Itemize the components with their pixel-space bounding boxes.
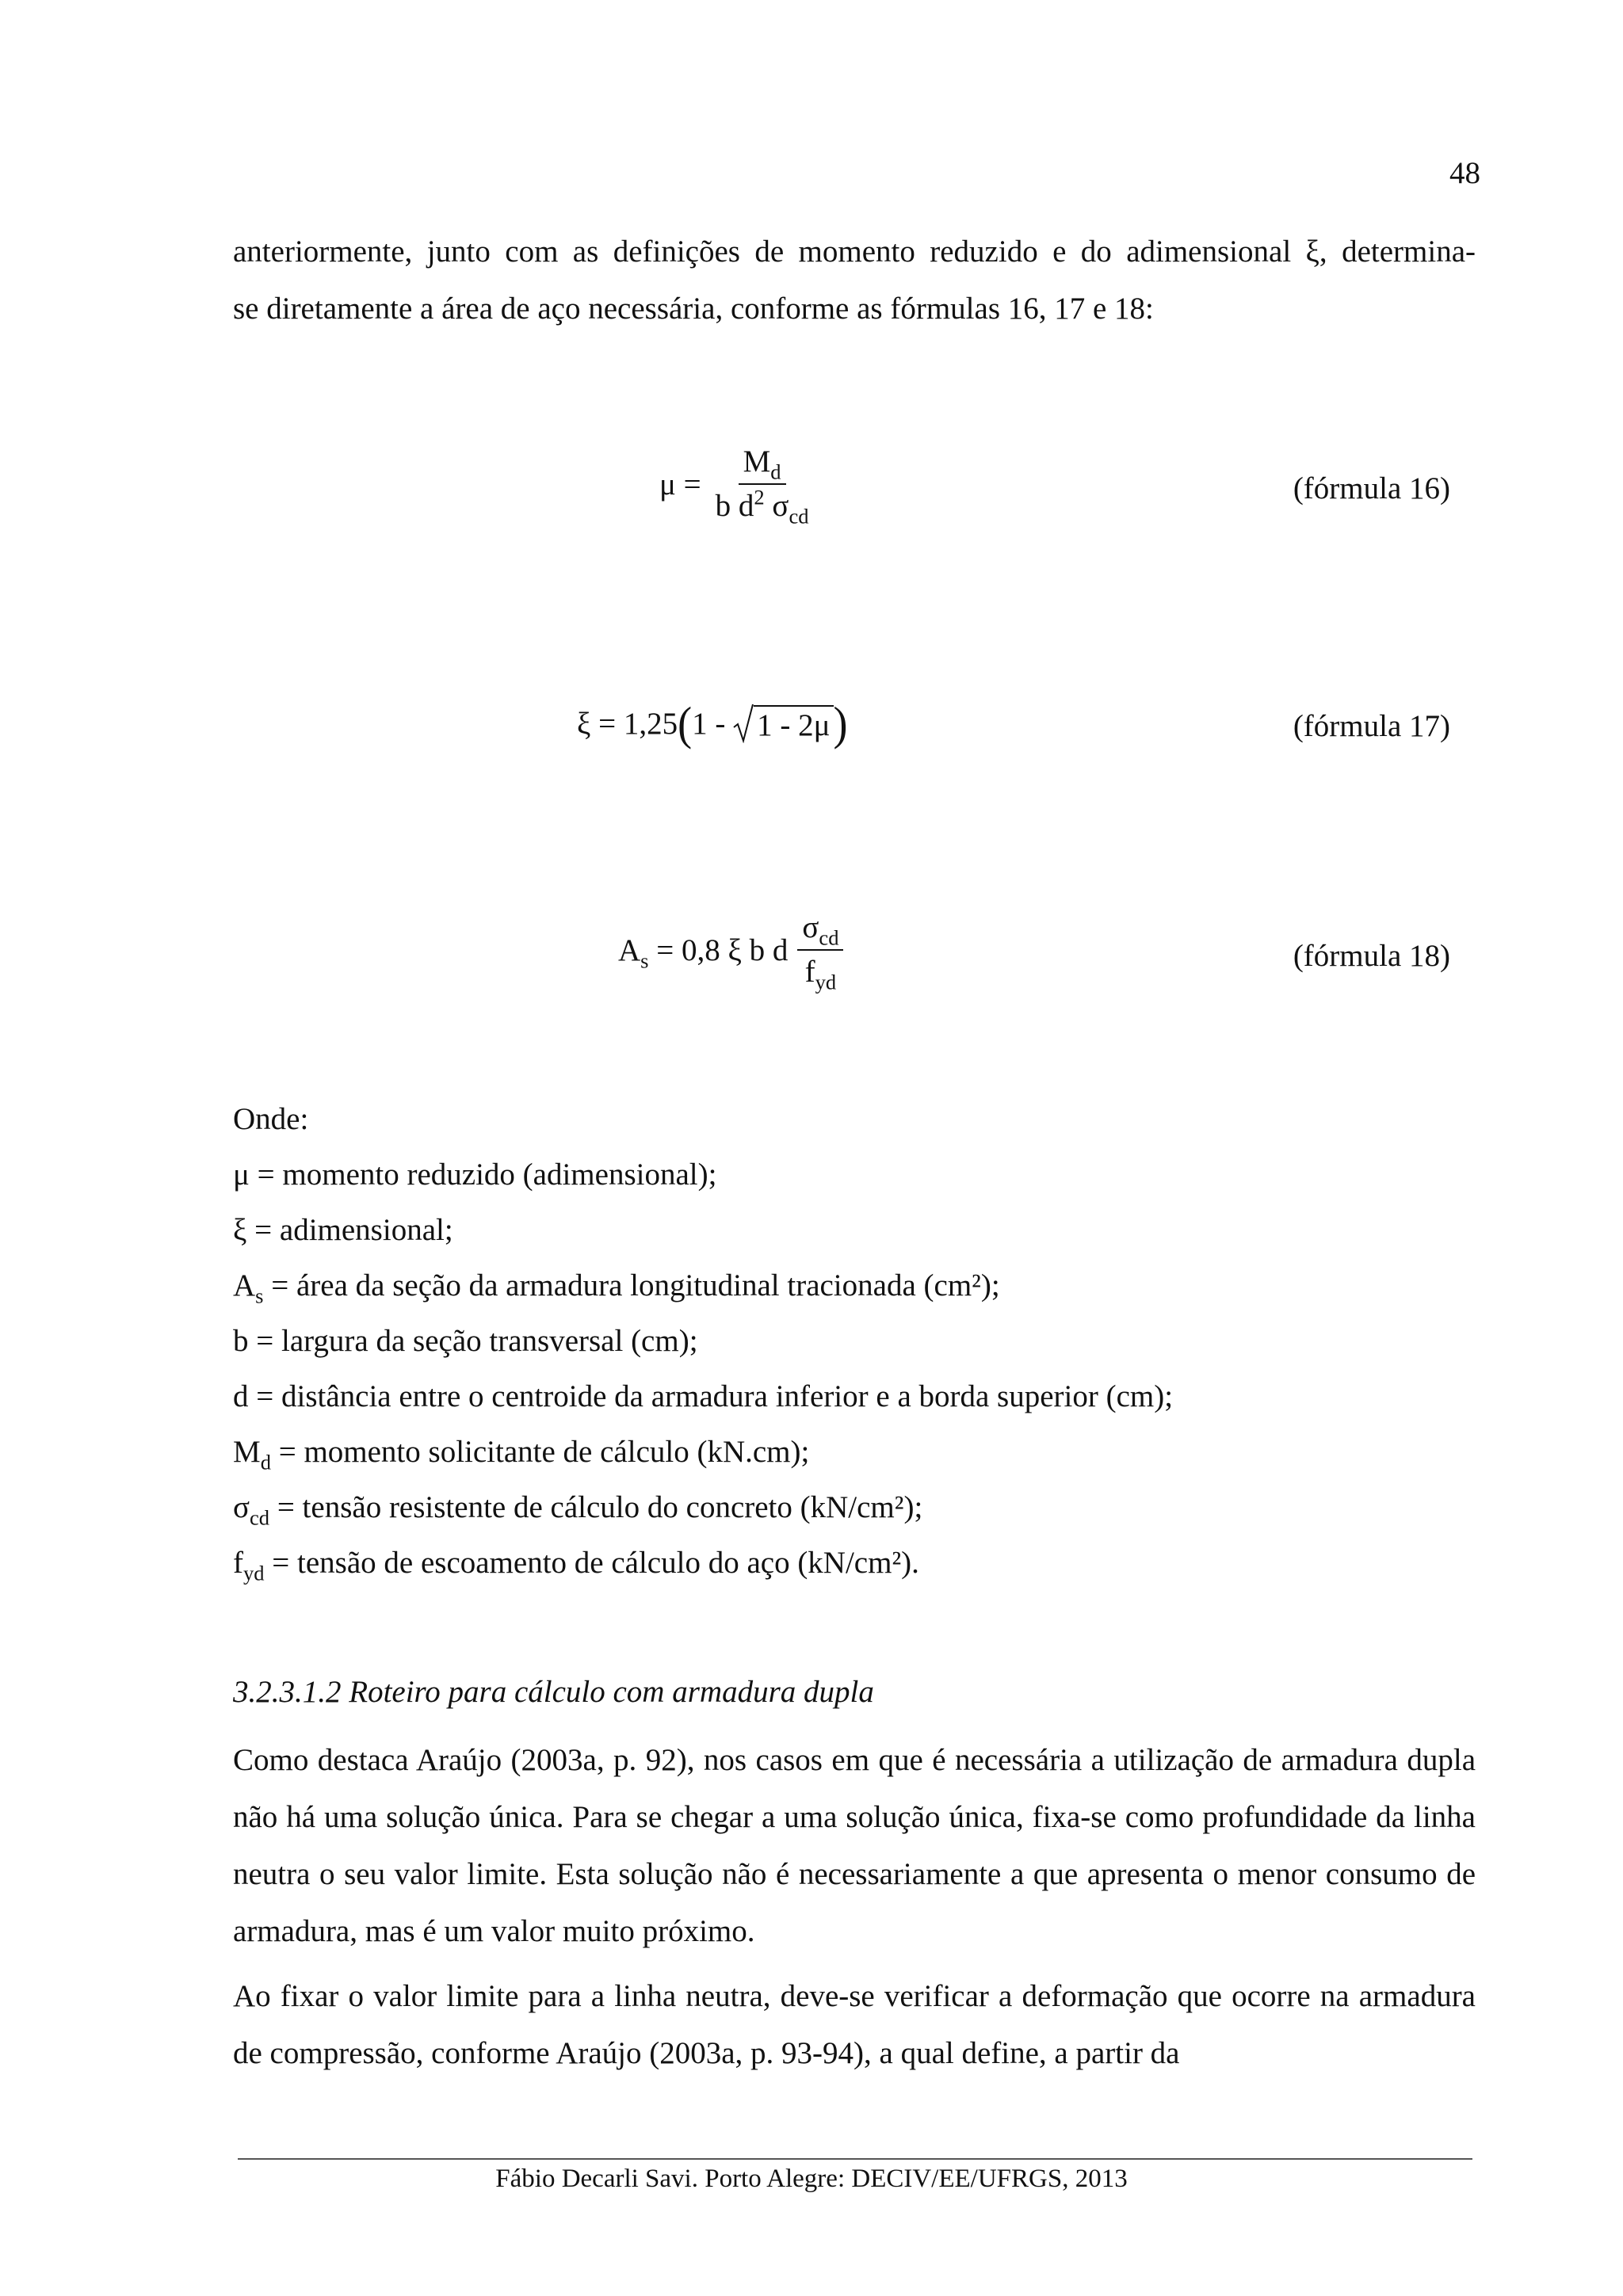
- formula-17-inner: 1 -: [692, 706, 734, 741]
- where-item: [233, 1203, 1173, 1258]
- formula-18-label: (fórmula 18): [1293, 939, 1450, 973]
- where-item: [233, 1258, 1173, 1314]
- where-item-symbol: M: [233, 1435, 261, 1469]
- formula-18-denominator: [800, 951, 842, 994]
- where-item-text: = tensão de escoamento de cálculo do aço (kN/cm²).: [264, 1546, 919, 1580]
- where-item-symbol: μ: [233, 1158, 250, 1192]
- formula-16-den-sup: 2: [754, 485, 765, 509]
- formula-16-fraction: [711, 444, 814, 528]
- where-item-symbol: d: [233, 1379, 249, 1413]
- formula-17-open-paren: (: [678, 697, 693, 749]
- formula-16-denominator: [711, 485, 814, 528]
- formula-18: [618, 910, 843, 994]
- where-item-symbol: b: [233, 1324, 249, 1358]
- where-item-subscript: yd: [243, 1561, 265, 1585]
- radical-sign-icon: [733, 704, 754, 743]
- where-heading: Onde:: [233, 1102, 309, 1136]
- formula-18-numerator: [797, 910, 843, 951]
- formula-18-den-sub: yd: [815, 970, 837, 994]
- formula-16-lhs: μ =: [659, 467, 701, 502]
- where-item-symbol: ξ: [233, 1213, 247, 1247]
- where-item-text: = momento reduzido (adimensional);: [249, 1158, 717, 1192]
- formula-16-num-sub: d: [770, 460, 781, 484]
- formula-17: [577, 697, 848, 749]
- intro-line-2: se diretamente a área de aço necessária, conforme as fórmulas 16, 17 e 18:: [233, 292, 1154, 326]
- where-item: [233, 1535, 1173, 1591]
- where-item: [233, 1147, 1173, 1203]
- formula-18-lhs-main: A: [618, 933, 641, 967]
- where-item: [233, 1480, 1173, 1535]
- section-paragraph-1: Como destaca Araújo (2003a, p. 92), nos casos em que é necessária a utilização de armadura dupla não há uma solução única. Para se chegar a uma solução única, fixa-se como profundidade da linha neutra o seu valor limite. Esta solução não é necessariamente a que apresenta o menor consumo de armadura, mas é um valor muito próximo.: [233, 1743, 1476, 1948]
- where-item: [233, 1314, 1173, 1369]
- formula-16-num-main: M: [743, 444, 771, 479]
- footer-citation: Fábio Decarli Savi. Porto Alegre: DECIV/EE/UFRGS, 2013: [495, 2164, 1128, 2193]
- formula-16-numerator: [739, 444, 786, 485]
- formula-16: [659, 444, 813, 528]
- formula-18-den-main: f: [804, 955, 815, 989]
- section-heading: 3.2.3.1.2 Roteiro para cálculo com armadura dupla: [233, 1675, 874, 1709]
- where-item-text: = área da seção da armadura longitudinal tracionada (cm²);: [263, 1268, 1000, 1302]
- section-paragraph-2: Ao fixar o valor limite para a linha neutra, deve-se verificar a deformação que ocorre na armadura de compressão, conforme Araújo (2003a, p. 93-94), a qual define, a partir da: [233, 1979, 1476, 2070]
- formula-18-lhs-rest: = 0,8 ξ b d: [648, 933, 789, 967]
- where-item-subscript: cd: [250, 1505, 270, 1530]
- formula-17-sqrt: [733, 704, 833, 743]
- where-item-text: = momento solicitante de cálculo (kN.cm);: [270, 1435, 810, 1469]
- formula-16-den-sym: σ: [764, 489, 789, 523]
- formula-16-den-main: b d: [715, 489, 754, 523]
- where-item-symbol: A: [233, 1268, 256, 1302]
- formula-17-lhs: ξ = 1,25: [577, 706, 678, 741]
- formula-18-lhs: [618, 933, 789, 972]
- footer-divider: [238, 2158, 1472, 2160]
- formula-16-den-sub: cd: [789, 504, 809, 528]
- where-item-text: = adimensional;: [246, 1213, 453, 1247]
- formula-18-fraction: [797, 910, 843, 994]
- intro-line-1: anteriormente, junto com as definições de momento reduzido e do adimensional ξ, determina-: [233, 235, 1476, 269]
- formula-16-label: (fórmula 16): [1293, 471, 1450, 505]
- formula-17-radicand: 1 - 2μ: [754, 705, 833, 743]
- intro-paragraph: [233, 223, 1476, 338]
- formula-18-num-sub: cd: [819, 925, 839, 950]
- where-item-text: = tensão resistente de cálculo do concreto (kN/cm²);: [269, 1490, 923, 1524]
- formula-17-close-paren: ): [833, 697, 848, 749]
- formula-18-num-main: σ: [802, 910, 819, 944]
- formula-17-label: (fórmula 17): [1293, 709, 1450, 743]
- where-item-text: = distância entre o centroide da armadura inferior e a borda superior (cm);: [248, 1379, 1174, 1413]
- where-item-subscript: d: [260, 1450, 271, 1474]
- where-item: [233, 1425, 1173, 1480]
- page-number: 48: [1449, 156, 1480, 190]
- where-item-subscript: s: [255, 1283, 264, 1308]
- where-item-symbol: f: [233, 1546, 243, 1580]
- where-list: [233, 1092, 1173, 1591]
- where-item: [233, 1369, 1173, 1425]
- where-item-text: = largura da seção transversal (cm);: [248, 1324, 698, 1358]
- where-item-symbol: σ: [233, 1490, 250, 1524]
- formula-18-lhs-sub: s: [640, 948, 649, 972]
